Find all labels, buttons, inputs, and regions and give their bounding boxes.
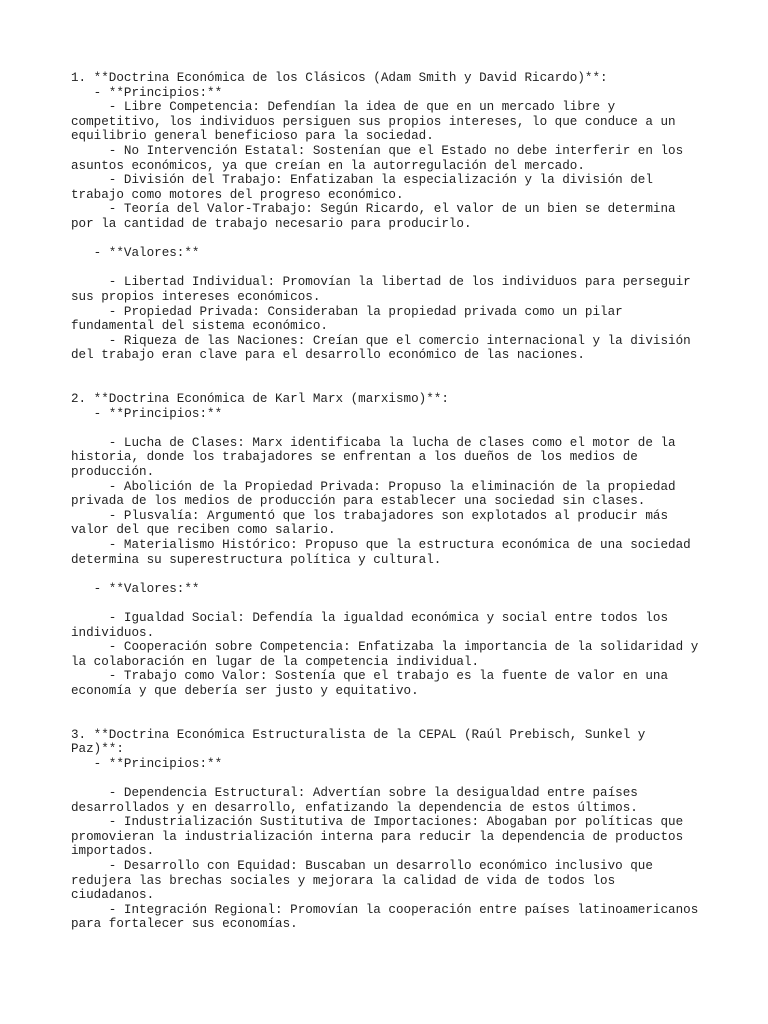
text-line: - Igualdad Social: Defendía la igualdad económica y social entre todos los — [71, 610, 669, 625]
text-line: importados. — [71, 844, 155, 859]
text-line: - Abolición de la Propiedad Privada: Propuso la eliminación de la propiedad — [71, 479, 676, 494]
text-line: economía y que debería ser justo y equitativo. — [71, 683, 419, 698]
text-line: ciudadanos. — [71, 888, 155, 903]
document-text — [71, 71, 699, 932]
text-line: 2. **Doctrina Económica de Karl Marx (marxismo)**: — [71, 392, 449, 407]
text-line: equilibrio general beneficioso para la sociedad. — [71, 129, 434, 144]
text-line: - Lucha de Clases: Marx identificaba la lucha de clases como el motor de la — [71, 435, 676, 450]
text-line: individuos. — [71, 625, 155, 640]
blank-line — [71, 596, 691, 611]
blank-line — [71, 363, 691, 378]
text-line: redujera las brechas sociales y mejorara la calidad de vida de todos los — [71, 873, 616, 888]
text-line: - Industrialización Sustitutiva de Importaciones: Abogaban por políticas que — [71, 815, 684, 830]
text-line: para fortalecer sus economías. — [71, 917, 298, 932]
blank-line — [71, 772, 691, 787]
blank-line — [71, 232, 691, 247]
text-line: - **Valores:** — [71, 581, 200, 596]
text-line: - Plusvalía: Argumentó que los trabajadores son explotados al producir más — [71, 508, 669, 523]
text-line: la colaboración en lugar de la competencia individual. — [71, 654, 480, 669]
text-line: desarrollados y en desarrollo, enfatizando la dependencia de estos últimos. — [71, 800, 638, 815]
text-line: - Libertad Individual: Promovían la libertad de los individuos para perseguir — [71, 275, 691, 290]
text-line: determina su superestructura política y cultural. — [71, 552, 442, 567]
text-line: - **Principios:** — [71, 756, 223, 771]
text-line: - **Principios:** — [71, 406, 223, 421]
text-line: promovieran la industrialización interna para reducir la dependencia de productos — [71, 829, 684, 844]
text-line: - Dependencia Estructural: Advertían sobre la desigualdad entre países — [71, 786, 638, 801]
text-line: 1. **Doctrina Económica de los Clásicos (Adam Smith y David Ricardo)**: — [71, 71, 608, 85]
blank-line — [71, 699, 691, 714]
text-line: - Trabajo como Valor: Sostenía que el trabajo es la fuente de valor en una — [71, 669, 669, 684]
text-line: del trabajo eran clave para el desarrollo económico de las naciones. — [71, 348, 585, 363]
blank-line — [71, 421, 691, 436]
blank-line — [71, 713, 691, 728]
text-line: - Cooperación sobre Competencia: Enfatizaba la importancia de la solidaridad y — [71, 640, 699, 655]
text-line: 3. **Doctrina Económica Estructuralista de la CEPAL (Raúl Prebisch, Sunkel y — [71, 727, 646, 742]
text-line: por la cantidad de trabajo necesario para producirlo. — [71, 216, 472, 231]
blank-line — [71, 261, 691, 276]
text-line: - División del Trabajo: Enfatizaban la especialización y la división del — [71, 173, 653, 188]
text-line: historia, donde los trabajadores se enfrentan a los dueños de los medios de — [71, 450, 638, 465]
text-line: - Libre Competencia: Defendían la idea de que en un mercado libre y — [71, 100, 616, 115]
text-line: - Integración Regional: Promovían la cooperación entre países latinoamericanos — [71, 902, 699, 917]
text-line: - No Intervención Estatal: Sostenían que el Estado no debe interferir en los — [71, 143, 684, 158]
text-line: - **Valores:** — [71, 246, 200, 261]
text-line: trabajo como motores del progreso económico. — [71, 187, 404, 202]
text-line: - Riqueza de las Naciones: Creían que el comercio internacional y la división — [71, 333, 691, 348]
blank-line — [71, 567, 691, 582]
text-line: privada de los medios de producción para establecer una sociedad sin clases. — [71, 494, 646, 509]
text-line: fundamental del sistema económico. — [71, 319, 328, 334]
text-line: - Teoría del Valor-Trabajo: Según Ricardo, el valor de un bien se determina — [71, 202, 676, 217]
text-line: competitivo, los individuos persiguen sus propios intereses, lo que conduce a un — [71, 114, 676, 129]
text-line: - Materialismo Histórico: Propuso que la estructura económica de una sociedad — [71, 538, 691, 552]
text-line: producción. — [71, 465, 155, 480]
text-line: Paz)**: — [71, 742, 124, 757]
text-line: - **Principios:** — [71, 85, 223, 100]
text-line: sus propios intereses económicos. — [71, 289, 321, 304]
blank-line — [71, 377, 691, 392]
text-line: valor del que reciben como salario. — [71, 523, 336, 538]
text-line: - Propiedad Privada: Consideraban la propiedad privada como un pilar — [71, 304, 623, 319]
text-line: - Desarrollo con Equidad: Buscaban un desarrollo económico inclusivo que — [71, 859, 653, 874]
text-line: asuntos económicos, ya que creían en la autorregulación del mercado. — [71, 158, 585, 173]
